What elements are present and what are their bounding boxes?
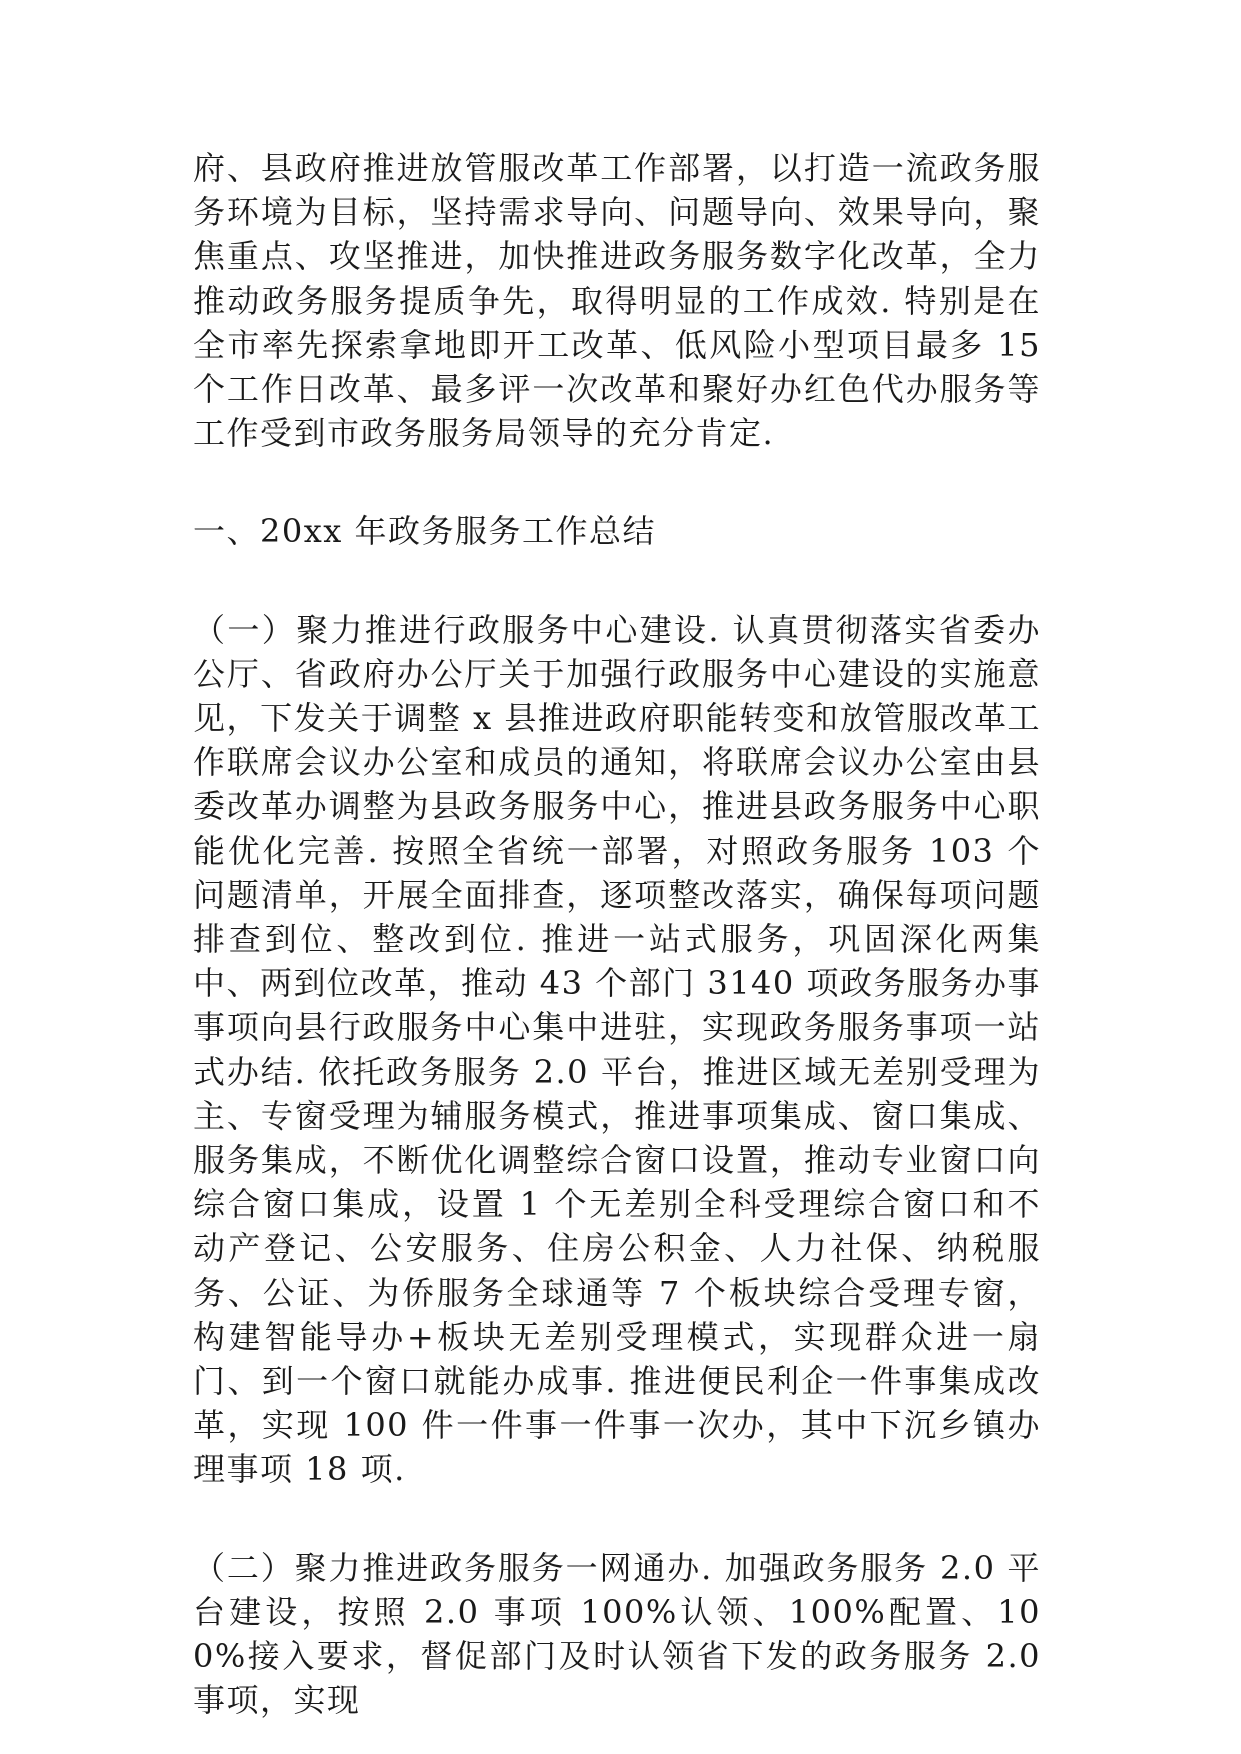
section-heading: 一、20xx 年政务服务工作总结	[193, 512, 656, 551]
paragraph-online-service: （二）聚力推进政务服务一网通办. 加强政务服务 2.0 平台建设，按照 2.0 事项 100%认领、100%配置、100%接入要求，督促部门及时认领省下发的政务服务 2.0 事项，实现	[193, 1548, 1041, 1720]
document-body	[193, 146, 1041, 1723]
paragraph-service-center: （一）聚力推进行政服务中心建设. 认真贯彻落实省委办公厅、省政府办公厅关于加强行政服务中心建设的实施意见，下发关于调整 x 县推进政府职能转变和放管服改革工作联席会议办公室和成员的通知，将联席会议办公室由县委改革办调整为县政务服务中心，推进县政务服务中心职能优化完善. 按照全省统一部署，对照政务服务 103 个问题清单，开展全面排查，逐项整改落实，确保每项问题排查到位、整改到位. 推进一站式服务，巩固深化两集中、两到位改革，推动 43 个部门 3140 项政务服务办事事项向县行政服务中心集中进驻，实现政务服务事项一站式办结. 依托政务服务 2.0 平台，推进区域无差别受理为主、专窗受理为辅服务模式，推进事项集成、窗口集成、服务集成，不断优化调整综合窗口设置，推动专业窗口向综合窗口集成，设置 1 个无差别全科受理综合窗口和不动产登记、公安服务、住房公积金、人力社保、纳税服务、公证、为侨服务全球通等 7 个板块综合受理专窗，构建智能导办+板块无差别受理模式，实现群众进一扇门、到一个窗口就能办成事. 推进便民利企一件事集成改革，实现 100 件一件事一件事一次办，其中下沉乡镇办理事项 18 项.	[193, 610, 1041, 1489]
intro-paragraph: 府、县政府推进放管服改革工作部署，以打造一流政务服务环境为目标，坚持需求导向、问题导向、效果导向，聚焦重点、攻坚推进，加快推进政务服务数字化改革，全力推动政务服务提质争先，取得明显的工作成效. 特别是在全市率先探索拿地即开工改革、低风险小型项目最多 15 个工作日改革、最多评一次改革和聚好办红色代办服务等工作受到市政务服务局领导的充分肯定.	[193, 149, 1041, 453]
